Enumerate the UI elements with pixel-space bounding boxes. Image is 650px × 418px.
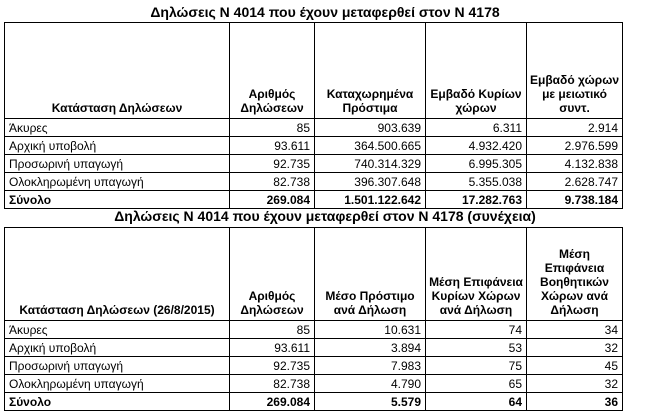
table-row — [5, 375, 623, 393]
cell-value: 2.914 — [527, 119, 623, 137]
cell-value: 65 — [426, 375, 527, 393]
table-row — [5, 173, 623, 191]
cell-value: 4.932.420 — [426, 137, 527, 155]
cell-value: 10.631 — [315, 321, 426, 339]
table1-title: Δηλώσεις Ν 4014 που έχουν μεταφερθεί στον Ν 4178 — [150, 4, 500, 20]
cell-value: 93.611 — [230, 339, 315, 357]
cell-value: 2.976.599 — [527, 137, 623, 155]
table2 — [4, 227, 623, 411]
cell-value: 4.790 — [315, 375, 426, 393]
table-row — [5, 321, 623, 339]
table-row — [5, 119, 623, 137]
cell-value: 5.355.038 — [426, 173, 527, 191]
row-label: Αρχική υποβολή — [5, 137, 230, 155]
cell-value: 75 — [426, 357, 527, 375]
cell-value: 45 — [527, 357, 623, 375]
cell-value: 85 — [230, 119, 315, 137]
total-row — [5, 393, 623, 411]
cell-value: 82.738 — [230, 375, 315, 393]
cell-value: 64 — [426, 393, 527, 411]
table1 — [4, 22, 623, 209]
cell-value: 93.611 — [230, 137, 315, 155]
header-fines: Καταχωρημένα Πρόστιμα — [315, 23, 426, 119]
cell-value: 269.084 — [230, 393, 315, 411]
cell-value: 92.735 — [230, 357, 315, 375]
cell-value: 36 — [527, 393, 623, 411]
header-avg-aux-area: Μέση Επιφάνεια Βοηθητικών Χώρων ανά Δήλωση — [527, 228, 623, 321]
cell-value: 53 — [426, 339, 527, 357]
table-row — [5, 357, 623, 375]
row-label: Προσωρινή υπαγωγή — [5, 155, 230, 173]
cell-value: 7.983 — [315, 357, 426, 375]
row-label: Άκυρες — [5, 119, 230, 137]
cell-value: 903.639 — [315, 119, 426, 137]
cell-value: 9.738.184 — [527, 191, 623, 209]
row-label: Σύνολο — [5, 191, 230, 209]
cell-value: 92.735 — [230, 155, 315, 173]
row-label: Προσωρινή υπαγωγή — [5, 357, 230, 375]
total-row — [5, 191, 623, 209]
row-label: Ολοκληρωμένη υπαγωγή — [5, 173, 230, 191]
cell-value: 5.579 — [315, 393, 426, 411]
cell-value: 396.307.648 — [315, 173, 426, 191]
header-avg-fine: Μέσο Πρόστιμο ανά Δήλωση — [315, 228, 426, 321]
cell-value: 3.894 — [315, 339, 426, 357]
table-row — [5, 155, 623, 173]
table1-header-row — [5, 23, 623, 119]
cell-value: 6.995.305 — [426, 155, 527, 173]
row-label: Άκυρες — [5, 321, 230, 339]
cell-value: 2.628.747 — [527, 173, 623, 191]
row-label: Σύνολο — [5, 393, 230, 411]
header-count: Αριθμός Δηλώσεων — [230, 23, 315, 119]
header-reduced-area: Εμβαδό χώρων με μειωτικό συντ. — [527, 23, 623, 119]
row-label: Αρχική υποβολή — [5, 339, 230, 357]
cell-value: 4.132.838 — [527, 155, 623, 173]
cell-value: 32 — [527, 375, 623, 393]
cell-value: 74 — [426, 321, 527, 339]
cell-value: 6.311 — [426, 119, 527, 137]
cell-value: 85 — [230, 321, 315, 339]
cell-value: 1.501.122.642 — [315, 191, 426, 209]
cell-value: 17.282.763 — [426, 191, 527, 209]
cell-value: 32 — [527, 339, 623, 357]
table-row — [5, 339, 623, 357]
header-status: Κατάσταση Δηλώσεων (26/8/2015) — [5, 228, 230, 321]
table2-title: Δηλώσεις Ν 4014 που έχουν μεταφερθεί στον Ν 4178 (συνέχεια) — [114, 208, 536, 224]
header-avg-main-area: Μέση Επιφάνεια Κυρίων Χώρων ανά Δήλωση — [426, 228, 527, 321]
table-row — [5, 137, 623, 155]
header-status: Κατάσταση Δηλώσεων — [5, 23, 230, 119]
header-count: Αριθμός Δηλώσεων — [230, 228, 315, 321]
cell-value: 34 — [527, 321, 623, 339]
header-main-area: Εμβαδό Κυρίων χώρων — [426, 23, 527, 119]
cell-value: 740.314.329 — [315, 155, 426, 173]
cell-value: 364.500.665 — [315, 137, 426, 155]
cell-value: 82.738 — [230, 173, 315, 191]
cell-value: 269.084 — [230, 191, 315, 209]
row-label: Ολοκληρωμένη υπαγωγή — [5, 375, 230, 393]
table2-header-row — [5, 228, 623, 321]
